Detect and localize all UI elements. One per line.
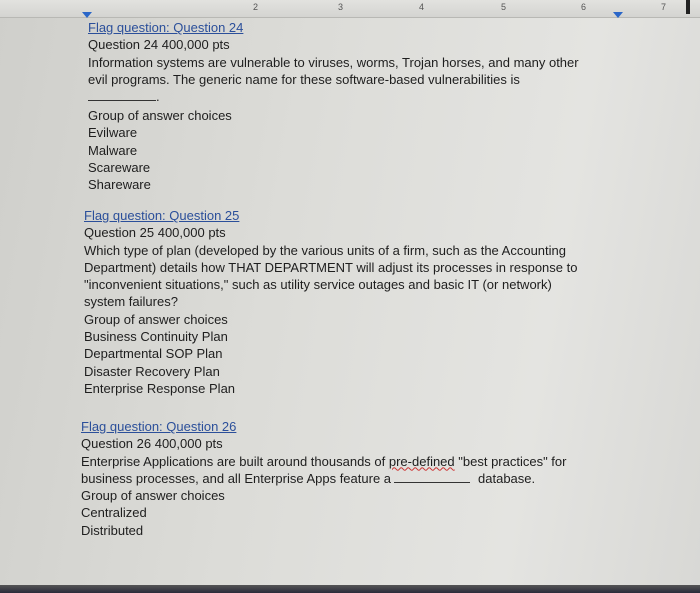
answer-choice[interactable]: Shareware (88, 177, 151, 193)
question-24 (88, 19, 579, 194)
answer-blank (88, 88, 156, 101)
flag-question-link[interactable]: Flag question: Question 25 (84, 208, 240, 223)
text: "best practices" for (454, 453, 567, 469)
left-indent-marker[interactable] (82, 12, 92, 18)
ruler-number: 3 (338, 2, 344, 12)
group-label: Group of answer choices (88, 108, 232, 124)
text: Enterprise Applications are built around thousands of (81, 453, 389, 469)
screen-bezel (0, 585, 700, 593)
ruler-number: 2 (253, 2, 259, 12)
answer-choice[interactable]: Evilware (88, 125, 138, 141)
punctuation: . (156, 89, 160, 105)
ruler-number: 5 (501, 2, 507, 12)
group-label: Group of answer choices (81, 488, 225, 504)
answer-choice[interactable]: Scareware (88, 160, 151, 176)
answer-choice[interactable]: Malware (88, 142, 138, 158)
answer-choice[interactable]: Disaster Recovery Plan (84, 363, 220, 379)
answer-blank (394, 470, 470, 483)
question-text: Information systems are vulnerable to viruses, worms, Trojan horses, and many other (88, 54, 579, 70)
question-25 (84, 207, 577, 397)
answer-choice[interactable]: Departmental SOP Plan (84, 346, 223, 362)
ruler (0, 0, 700, 18)
question-text (81, 453, 566, 470)
group-label: Group of answer choices (84, 311, 228, 327)
text: business processes, and all Enterprise Apps feature a (81, 470, 392, 486)
question-points: Question 24 400,000 pts (88, 37, 230, 53)
answer-choice[interactable]: Business Continuity Plan (84, 329, 228, 345)
ruler-end-mark (686, 0, 690, 14)
answer-choice[interactable]: Enterprise Response Plan (84, 380, 236, 396)
question-text (81, 470, 566, 487)
question-text: system failures? (84, 294, 178, 310)
question-points: Question 26 400,000 pts (81, 436, 223, 452)
ruler-number: 7 (661, 2, 667, 12)
question-26 (81, 418, 566, 539)
ruler-number: 4 (419, 2, 425, 12)
question-text: Department) details how THAT DEPARTMENT will adjust its processes in response to (84, 259, 578, 275)
text: database. (478, 470, 536, 486)
question-text: Which type of plan (developed by the various units of a firm, such as the Accounting (84, 242, 566, 258)
answer-choice[interactable]: Distributed (81, 522, 144, 538)
right-indent-marker[interactable] (613, 12, 623, 18)
question-points: Question 25 400,000 pts (84, 225, 226, 241)
misspelled-word[interactable]: pre-defined (388, 453, 455, 469)
answer-choice[interactable]: Centralized (81, 505, 147, 521)
flag-question-link[interactable]: Flag question: Question 26 (81, 419, 237, 434)
question-text: "inconvenient situations," such as utility service outages and basic IT (or network) (84, 277, 552, 293)
question-text: evil programs. The generic name for these software-based vulnerabilities is (88, 71, 520, 87)
ruler-number: 6 (581, 2, 587, 12)
flag-question-link[interactable]: Flag question: Question 24 (88, 20, 244, 35)
